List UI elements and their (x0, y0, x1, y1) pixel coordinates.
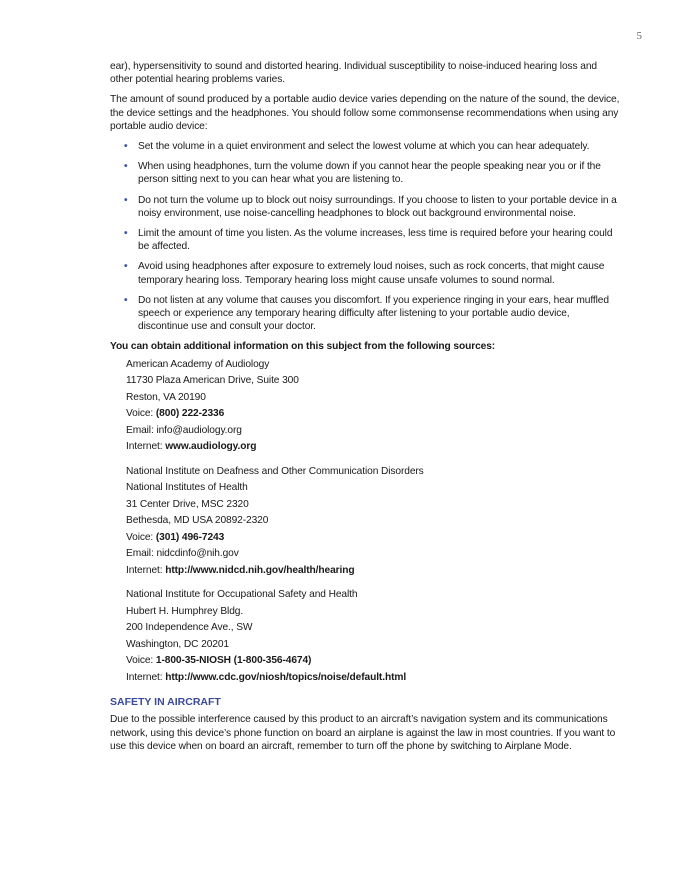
org-voice: Voice: (301) 496-7243 (126, 531, 225, 543)
aircraft-paragraph: Due to the possible interference caused by this product to an aircraft’s navigation system and its communications network, using this device’s phone function on board an airplane is against the law in most countries. If you want to use this device when on board an aircraft, remember to turn off the phone by switching to Airplane Mode. (110, 714, 616, 752)
page-content (110, 60, 620, 760)
website-link[interactable]: www.audiology.org (165, 441, 257, 453)
email-link[interactable]: info@audiology.org (156, 424, 242, 436)
org-internet: Internet: www.audiology.org (126, 441, 257, 453)
org-address-line: National Institutes of Health (126, 482, 248, 494)
list-item: • Do not turn the volume up to block out noisy surroundings. If you choose to listen to your portable device in a noisy environment, use noise-cancelling headphones to block out background environmental noise. (124, 194, 617, 219)
org-address-line: 31 Center Drive, MSC 2320 (126, 498, 249, 510)
website-link[interactable]: http://www.cdc.gov/niosh/topics/noise/default.html (165, 671, 407, 683)
recommendations-list (110, 140, 620, 333)
list-item: • Limit the amount of time you listen. As the volume increases, less time is required before your hearing could be affected. (124, 228, 613, 253)
org-address-line: Bethesda, MD USA 20892-2320 (126, 515, 269, 527)
org-email: Email: info@audiology.org (126, 424, 242, 436)
sources-heading: You can obtain additional information on this subject from the following sources: (110, 341, 496, 353)
org-name: National Institute for Occupational Safety and Health (126, 589, 358, 601)
org-internet: Internet: http://www.cdc.gov/niosh/topics/noise/default.html (126, 671, 407, 683)
org-name: American Academy of Audiology (126, 358, 270, 370)
org-name: National Institute on Deafness and Other Communication Disorders (126, 465, 424, 477)
source-organization (126, 587, 620, 686)
source-organization (126, 357, 620, 456)
page-number: 5 (636, 30, 642, 42)
org-voice: Voice: (800) 222-2336 (126, 408, 225, 420)
list-item: • Set the volume in a quiet environment and select the lowest volume at which you can hear adequately. (124, 141, 590, 153)
org-address-line: Hubert H. Humphrey Bldg. (126, 605, 244, 617)
source-organization (126, 464, 620, 580)
org-voice: Voice: 1-800-35-NIOSH (1-800-356-4674) (126, 655, 312, 667)
org-address-line: Reston, VA 20190 (126, 391, 206, 403)
org-address-line: 200 Independence Ave., SW (126, 622, 253, 634)
org-address-line: Washington, DC 20201 (126, 638, 229, 650)
website-link[interactable]: http://www.nidcd.nih.gov/health/hearing (165, 564, 355, 576)
bullet-icon: • (124, 141, 128, 153)
section-heading-aircraft: SAFETY IN AIRCRAFT (110, 696, 221, 709)
email-link[interactable]: nidcdinfo@nih.gov (156, 548, 239, 560)
org-internet: Internet: http://www.nidcd.nih.gov/health/hearing (126, 564, 355, 576)
bullet-icon: • (124, 261, 128, 273)
intro-paragraph: ear), hypersensitivity to sound and distorted hearing. Individual susceptibility to noise-induced hearing loss and other potential hearing problems varies. (110, 61, 597, 86)
list-item: • Avoid using headphones after exposure to extremely loud noises, such as rock concerts, that might cause temporary hearing loss. Temporary hearing loss might cause unsafe volumes to sound normal. (124, 261, 605, 286)
list-item: • Do not listen at any volume that causes you discomfort. If you experience ringing in your ears, hear muffled speech or experience any temporary hearing difficulty after listening to your portable audio device, discontinue use and consult your doctor. (124, 294, 609, 333)
list-item: • When using headphones, turn the volume down if you cannot hear the people speaking near you or if the person sitting next to you can hear what you are listening to. (124, 161, 601, 186)
org-email: Email: nidcdinfo@nih.gov (126, 548, 239, 560)
recommendations-intro: The amount of sound produced by a portable audio device varies depending on the nature of the sound, the device, the device settings and the headphones. You should follow some commonsense recommendations when using any portable audio device: (110, 94, 620, 132)
bullet-icon: • (124, 294, 128, 306)
bullet-icon: • (124, 161, 128, 173)
bullet-icon: • (124, 228, 128, 240)
bullet-icon: • (124, 194, 128, 206)
org-address-line: 11730 Plaza American Drive, Suite 300 (126, 375, 299, 387)
